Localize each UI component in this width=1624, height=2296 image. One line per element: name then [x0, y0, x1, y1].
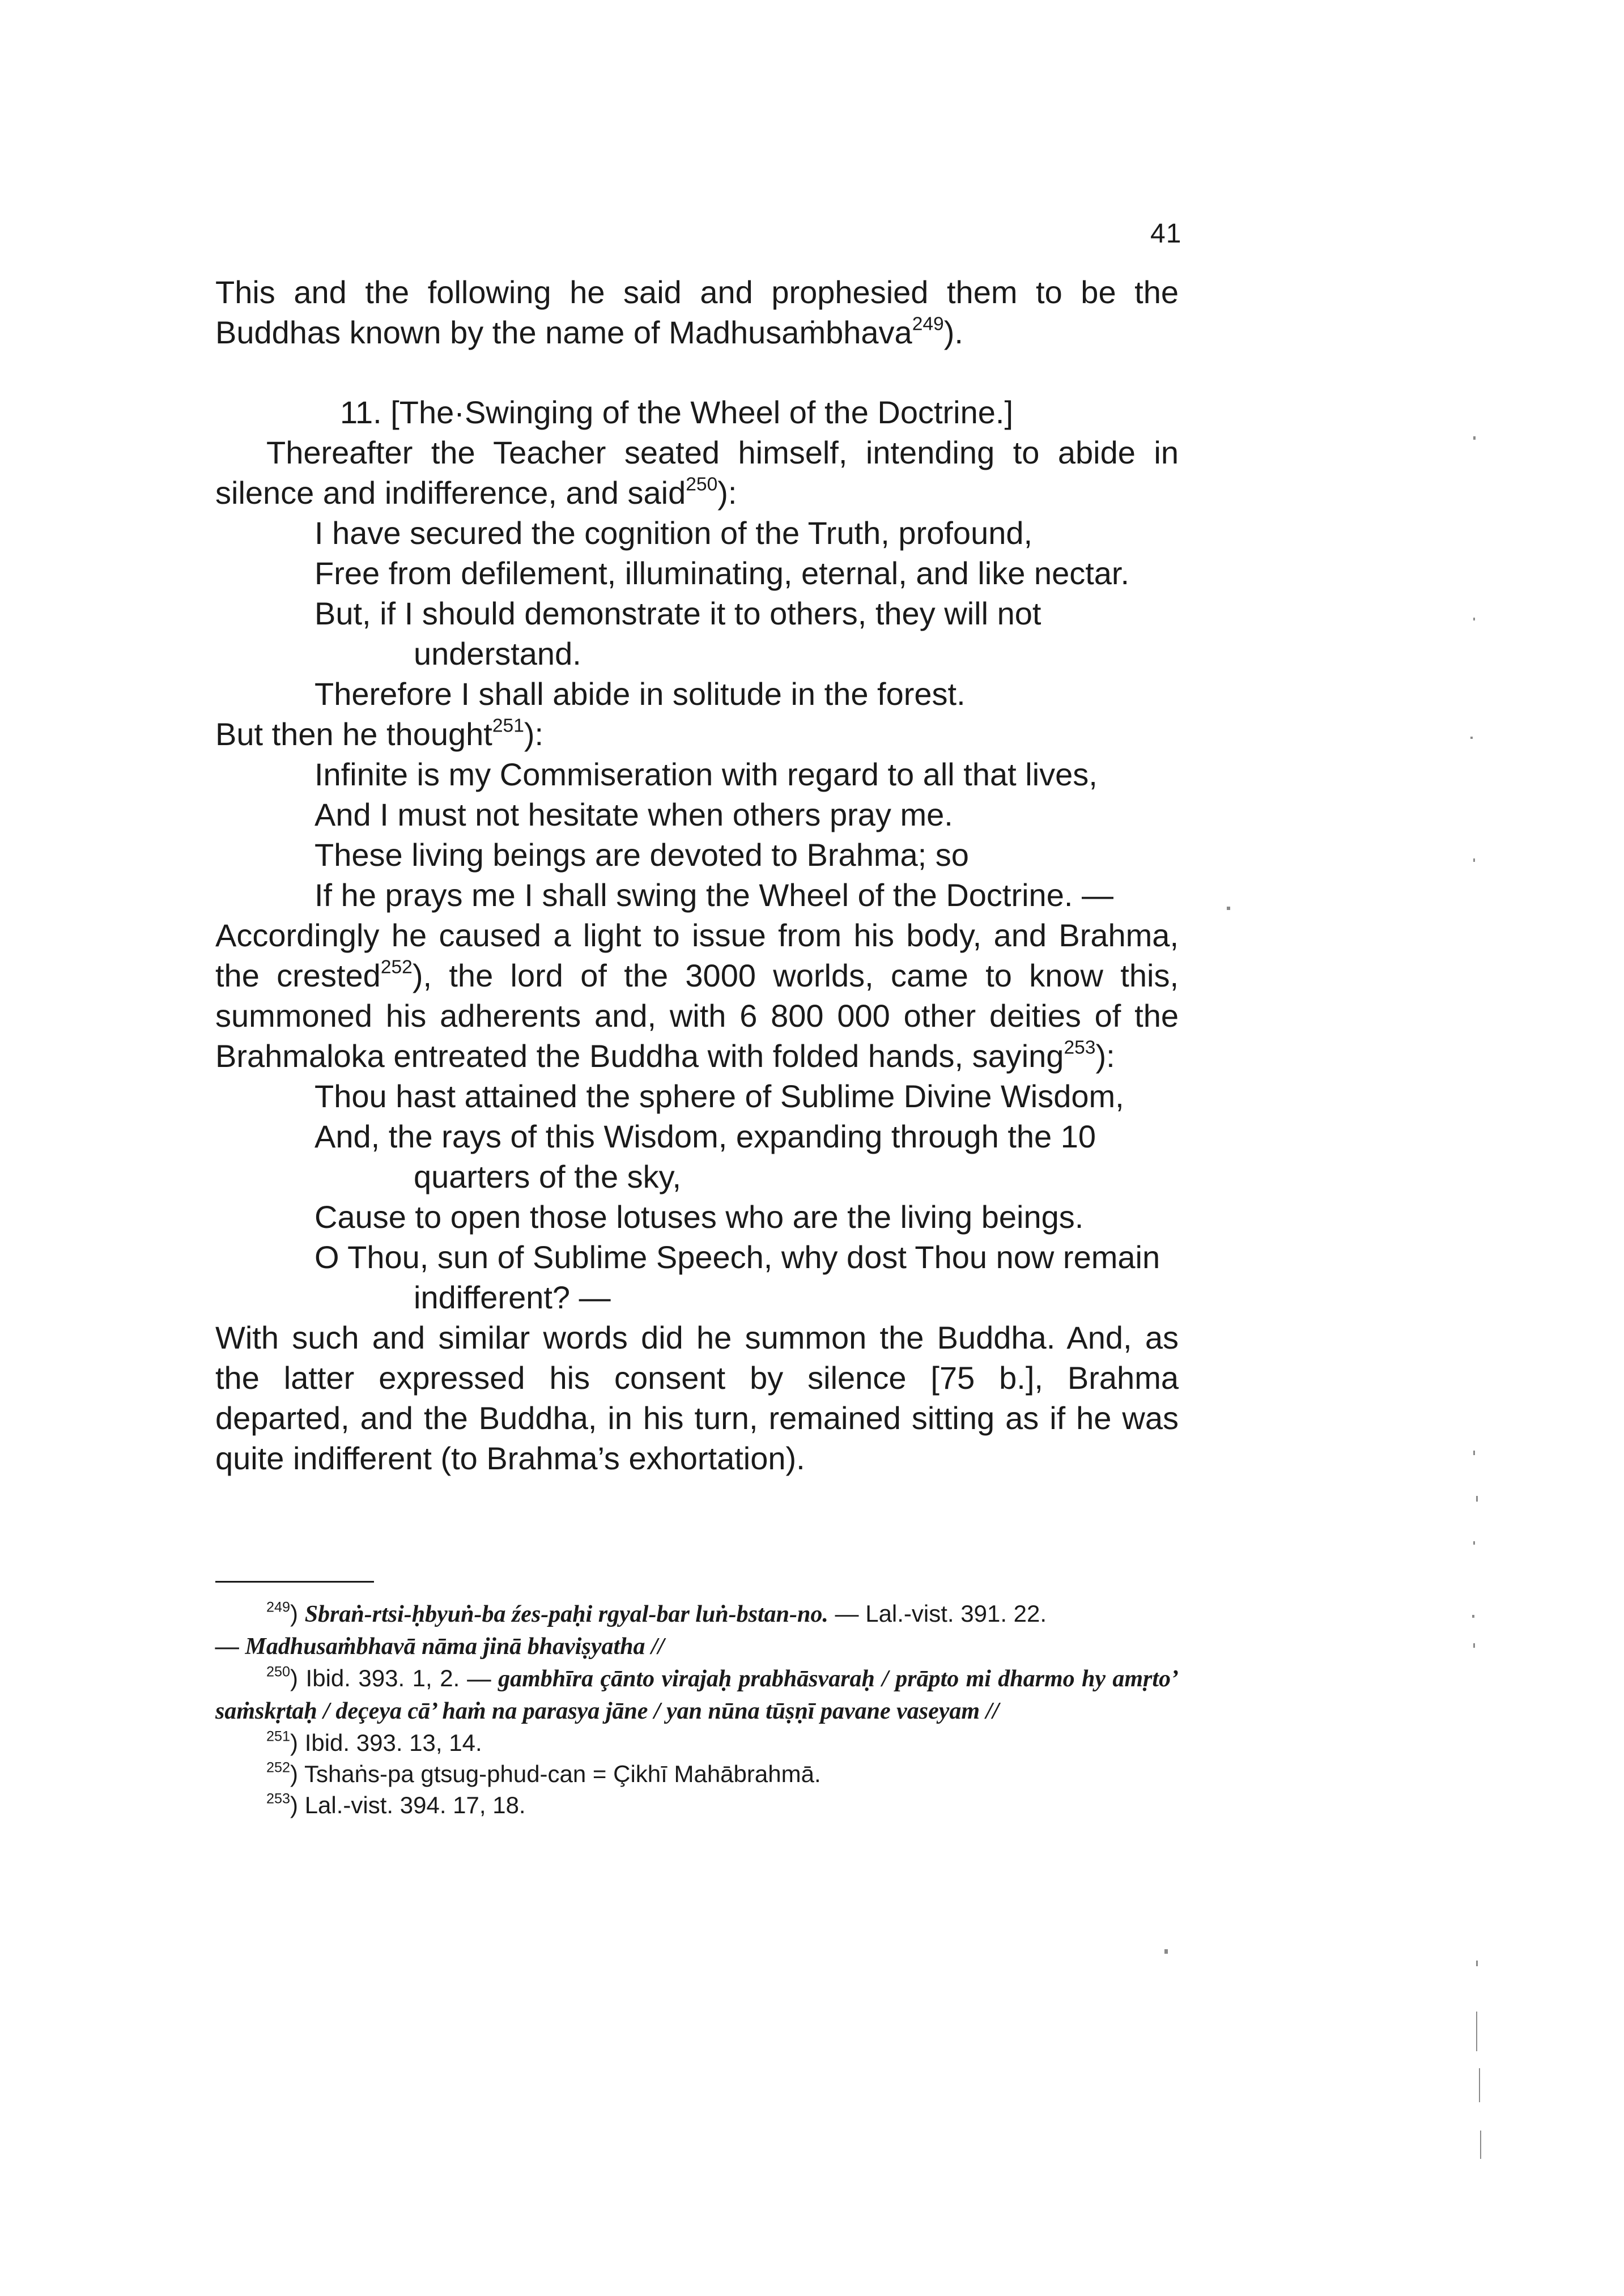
verse-line: Free from defilement, illuminating, eternal, and like nectar. — [314, 555, 1130, 591]
verse-line: O Thou, sun of Sublime Speech, why dost Thou now remain — [314, 1239, 1160, 1275]
scan-speck — [1473, 1643, 1475, 1648]
scan-speck — [1476, 2012, 1477, 2051]
verse-line: And, the rays of this Wisdom, expanding through the 10 — [314, 1119, 1096, 1154]
page-number: 41 — [1150, 219, 1182, 249]
footnote-number: 251 — [266, 1728, 291, 1745]
footnote-250: $^{250}$) Ibid. 393. 1, 2. — gambhīra çānto virajaḥ prabhāsvaraḥ / prāpto mi dharmo hy amṛto’ saṁskṛtaḥ / deçeya cā’ haṁ na parasya jāne / yan nūna tūṣṇī pavane vaseyam // — [215, 1664, 1179, 1724]
footnote-sanskrit: — Madhusaṁbhavā nāma jinā bhaviṣyatha // — [215, 1634, 665, 1660]
verse-line-continuation: understand. — [414, 636, 581, 671]
footnote-ref-253[interactable]: 253 — [1064, 1037, 1096, 1058]
verse-line-continuation: indifferent? — — [414, 1279, 611, 1315]
scan-speck — [1470, 737, 1473, 739]
section-heading: 11. [The·Swinging of the Wheel of the Doctrine.] — [340, 394, 1014, 430]
verse-line: Cause to open those lotuses who are the living beings. — [314, 1199, 1084, 1235]
verse-wisdom — [215, 1076, 1179, 1317]
paragraph-thereafter — [215, 432, 1179, 513]
paragraph-text-end: ): — [717, 475, 737, 511]
footnote-text: Lal.-vist. 394. 17, 18. — [298, 1792, 526, 1818]
footnote-text: Tshaṅs-pa gtsug-phud-can = Çikhī Mahābrahmā. — [298, 1761, 821, 1787]
paragraph-with-such: With such and similar words did he summon the Buddha. And, as the latter expressed his consent by silence [75 b.], Brahma departed, and the Buddha, in his turn, remained sitting as if he was quite indifferent (to Brahma’s exhortation). — [215, 1320, 1179, 1476]
footnote-reference: — Lal.-vist. 391. 22. — [828, 1600, 1047, 1627]
paragraph-text: Accordingly he caused a light to issue from his body, and Brahma, the crested — [215, 917, 1179, 993]
verse-line: But, if I should demonstrate it to others, they will not — [314, 596, 1041, 631]
verse-line: And I must not hesitate when others pray me. — [314, 797, 953, 832]
verse-line: I have secured the cognition of the Truth, profound, — [314, 515, 1033, 551]
paragraph-text-middle: ), the lord of the 3000 worlds, came to know this, summoned his adherents and, with 6 800 000 other deities of the Brahmaloka entreated the Buddha with folded hands, saying — [215, 958, 1179, 1074]
scan-speck — [1227, 907, 1230, 910]
paragraph-text: Thereafter the Teacher seated himself, intending to abide in silence and indifference, and said — [215, 435, 1179, 511]
footnote-number: 252 — [266, 1759, 291, 1776]
intro-text: This and the following he said and prophesied them to be the Buddhas known by the name of Madhusaṁbhava — [215, 274, 1179, 350]
footnote-number: 250 — [266, 1664, 291, 1680]
scan-speck — [1480, 2131, 1481, 2159]
scan-speck — [1473, 618, 1475, 620]
footnote-ref-252[interactable]: 252 — [380, 956, 413, 978]
footnotes — [215, 1598, 1179, 1821]
footnote-tibetan: Sbraṅ-rtsi-ḥbyuṅ-ba źes-paḥi rgyal-bar luṅ-bstan-no. — [304, 1601, 828, 1627]
footnote-number: 253 — [266, 1791, 291, 1807]
footnote-252: $^{252}$) Tshaṅs-pa gtsug-phud-can = Çikhī Mahābrahmā. — [266, 1759, 821, 1787]
paragraph-text: But then he thought — [215, 716, 492, 752]
paragraph-text-end: ): — [1095, 1038, 1115, 1074]
scan-speck — [1473, 1541, 1475, 1545]
intro-text-end: ). — [943, 314, 963, 350]
footnote-sanskrit: — gambhīra çānto virajaḥ prabhāsvaraḥ / prāpto mi dharmo hy amṛto’ saṁskṛtaḥ / deçeya cā’ haṁ na parasya jāne / yan nūna tūṣṇī pavane vaseyam // — [215, 1666, 1179, 1724]
scan-speck — [1473, 1451, 1475, 1455]
scan-speck — [1476, 1496, 1478, 1502]
verse-line: Therefore I shall abide in solitude in the forest. — [314, 676, 966, 712]
scan-speck — [1472, 1615, 1474, 1618]
verse-line: Thou hast attained the sphere of Sublime Divine Wisdom, — [314, 1078, 1124, 1114]
verse-commiseration — [215, 754, 1179, 915]
footnote-249: $^{249}$) Sbraṅ-rtsi-ḥbyuṅ-ba źes-paḥi rgyal-bar luṅ-bstan-no. — Lal.-vist. 391. 22. — Madhusaṁbhavā nāma jinā bhaviṣyatha // — [215, 1599, 1047, 1660]
footnote-reference: Ibid. 393. 1, 2. — [298, 1665, 467, 1691]
verse-line: If he prays me I shall swing the Wheel of the Doctrine. — — [314, 877, 1113, 913]
footnote-number: 249 — [266, 1599, 291, 1615]
scan-speck — [1476, 1961, 1478, 1966]
footnote-ref-250[interactable]: 250 — [686, 474, 718, 495]
verse-line: Infinite is my Commiseration with regard to all that lives, — [314, 756, 1098, 792]
paragraph-but-then — [215, 714, 1179, 754]
verse-truth — [215, 513, 1179, 714]
intro-paragraph — [215, 272, 1179, 352]
scan-speck — [1479, 2068, 1480, 2102]
footnote-251: $^{251}$) Ibid. 393. 13, 14. — [266, 1728, 482, 1756]
verse-line: These living beings are devoted to Brahma; so — [314, 837, 969, 873]
scan-speck — [1164, 1949, 1168, 1954]
scan-speck — [1473, 436, 1476, 440]
verse-line-continuation: quarters of the sky, — [414, 1159, 682, 1194]
paragraph-accordingly — [215, 915, 1179, 1076]
footnote-divider — [215, 1581, 374, 1583]
footnote-253: $^{253}$) Lal.-vist. 394. 17, 18. — [266, 1791, 526, 1818]
footnote-text: Ibid. 393. 13, 14. — [298, 1729, 482, 1756]
footnote-ref-251[interactable]: 251 — [492, 715, 524, 737]
scan-speck — [1473, 858, 1475, 862]
main-text — [215, 272, 1179, 1478]
footnote-ref-249[interactable]: 249 — [912, 313, 944, 335]
paragraph-text-end: ): — [524, 716, 544, 752]
